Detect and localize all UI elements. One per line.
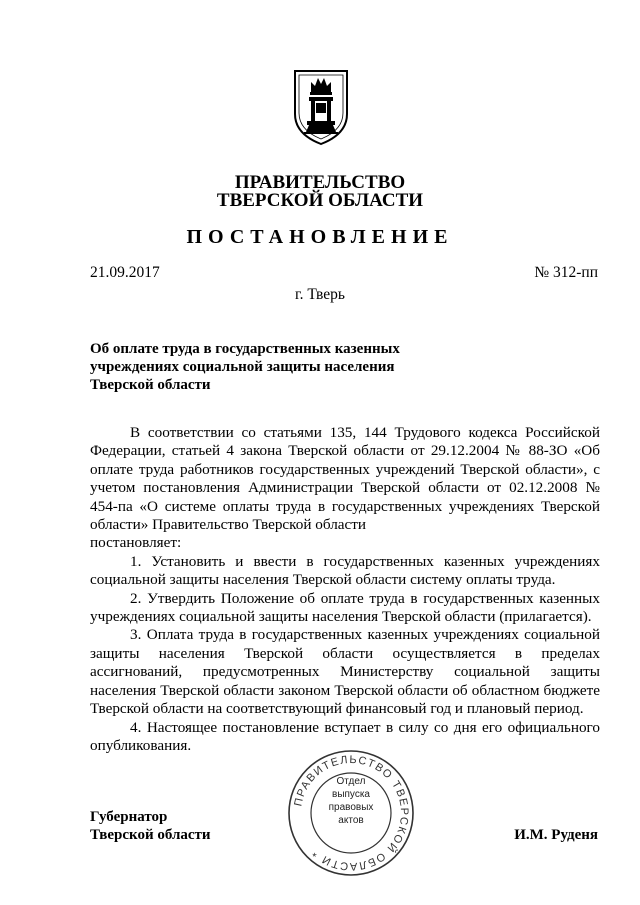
body-item-1: 1. Установить и ввести в государственных казенных учреждениях социальной защиты населения Тверской области систему оплаты труда. bbox=[90, 552, 600, 589]
subject-line: Тверской области bbox=[90, 377, 211, 393]
preamble-paragraph: В соответствии со статьями 135, 144 Трудового кодекса Российской Федерации, статьей 4 закона Тверской области от 29.12.2004 № 88-ЗО «Об оплате труда работников государственных учреждений Тверской области», с учетом постановления Администрации Тверской области от 02.12.2008 № 454-па «О системе оплаты труда в государственных учреждениях Тверской области» Правительство Тверской области bbox=[90, 424, 600, 534]
subject-line: Об оплате труда в государственных казенных bbox=[90, 341, 400, 357]
subject-line: учреждениях социальной защиты населения bbox=[90, 359, 395, 375]
body-item-3: 3. Оплата труда в государственных казенных учреждениях социальной защиты населения Тверской области осуществляется в пределах ассигнований, предусмотренных Министерству социальной защиты населения Тверской области законом Тверской области об областном бюджете Тверской области на соответствующий финансовый год и плановый период. bbox=[90, 626, 600, 718]
document-subject bbox=[90, 340, 430, 394]
body-item-4: 4. Настоящее постановление вступает в силу со дня его официального опубликования. bbox=[90, 718, 600, 754]
svg-text:ПРАВИТЕЛЬСТВО ТВЕРСКОЙ ОБЛАСТИ: ПРАВИТЕЛЬСТВО ТВЕРСКОЙ ОБЛАСТИ * bbox=[292, 753, 411, 873]
signer-position-line: Тверской области bbox=[90, 827, 211, 843]
seal-inner-text bbox=[286, 775, 416, 827]
signer-position-line: Губернатор bbox=[90, 809, 168, 825]
organization-name-line2: ТВЕРСКОЙ ОБЛАСТИ bbox=[216, 190, 424, 211]
document-city: г. Тверь bbox=[295, 286, 345, 303]
seal-line: актов bbox=[338, 815, 364, 826]
seal-line: выпуска bbox=[332, 789, 370, 800]
organization-name-line1: ПРАВИТЕЛЬСТВО bbox=[234, 172, 406, 193]
decree-word: постановляет: bbox=[90, 534, 182, 552]
coat-of-arms-emblem bbox=[292, 68, 350, 146]
document-date: 21.09.2017 bbox=[90, 264, 160, 281]
seal-line: правовых bbox=[328, 802, 374, 813]
document-type-title: ПОСТАНОВЛЕНИЕ bbox=[186, 226, 454, 248]
signer-name: И.М. Руденя bbox=[514, 827, 598, 843]
seal-line: Отдел bbox=[336, 776, 366, 787]
signer-position bbox=[90, 808, 211, 844]
document-number: № 312-пп bbox=[534, 264, 598, 281]
document-body bbox=[90, 424, 600, 755]
body-item-2: 2. Утвердить Положение об оплате труда в государственных казенных учреждениях социальной защиты населения Тверской области (прилагается). bbox=[90, 589, 600, 626]
